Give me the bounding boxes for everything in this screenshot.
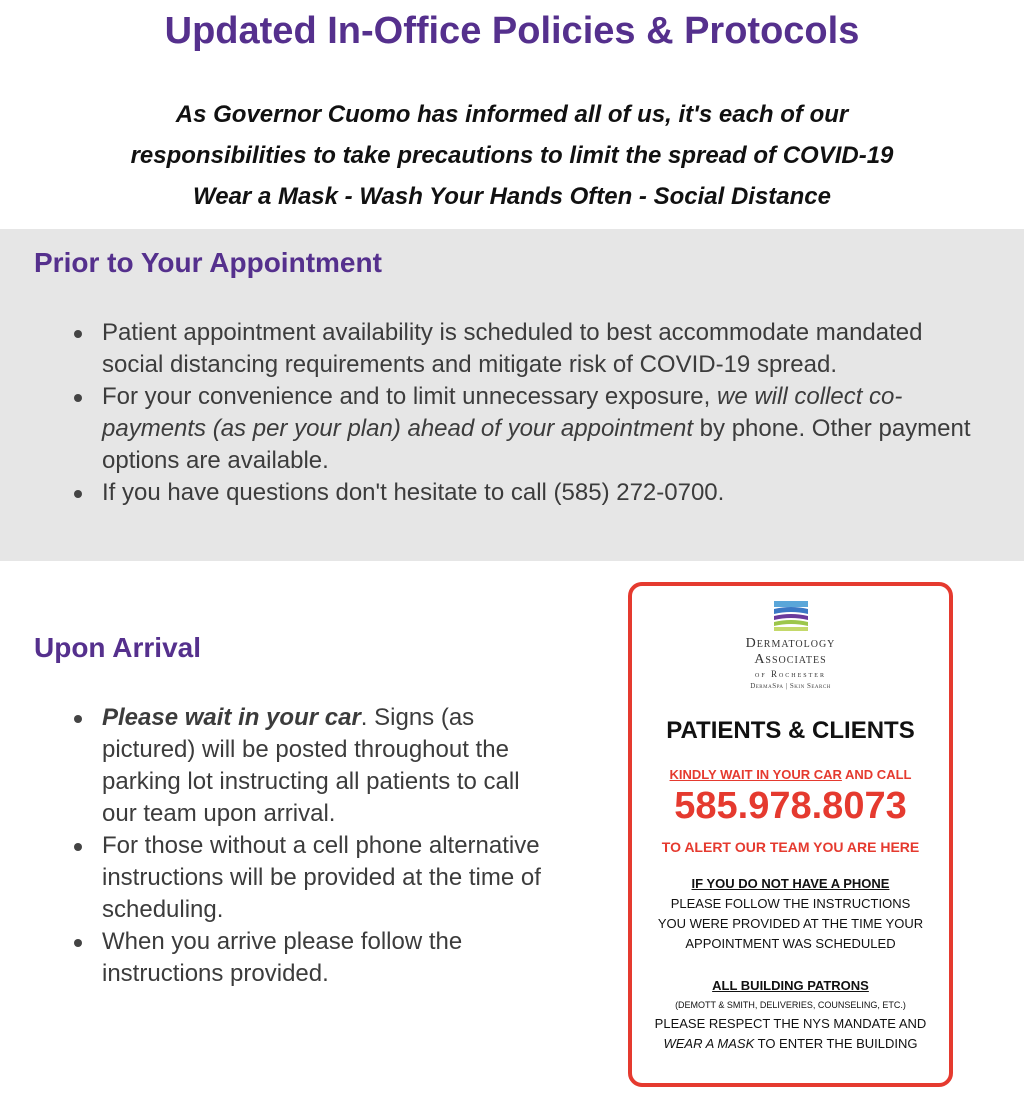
intro-line: Wear a Mask - Wash Your Hands Often - Social Distance — [193, 183, 831, 210]
prior-appointment-list — [34, 317, 984, 509]
list-item-text: by phone. Other payment options are available. — [102, 415, 971, 474]
bullet-icon — [74, 394, 82, 402]
building-patrons-block — [632, 976, 949, 1054]
no-phone-block — [632, 874, 949, 954]
wear-mask-emphasis: WEAR A MASK — [663, 1036, 755, 1051]
bullet-icon — [74, 490, 82, 498]
list-item — [34, 830, 554, 926]
patrons-heading: ALL BUILDING PATRONS — [712, 978, 869, 993]
page-title: Updated In-Office Policies & Protocols — [164, 10, 860, 52]
co-payment-note: we will collect co-payments (as per your plan) ahead of your appointment — [102, 383, 903, 442]
patrons-line-text: TO ENTER THE BUILDING — [754, 1036, 918, 1051]
intro-statement — [0, 94, 1024, 217]
prior-appointment-heading: Prior to Your Appointment — [34, 247, 382, 278]
list-item — [34, 702, 554, 830]
list-item — [34, 477, 984, 509]
list-item — [34, 317, 984, 381]
sign-instruction-text: AND CALL — [841, 767, 912, 782]
no-phone-heading: IF YOU DO NOT HAVE A PHONE — [691, 876, 890, 891]
logo-name-line1: Dermatology — [745, 636, 836, 651]
parking-lot-sign — [628, 582, 953, 1087]
list-item — [34, 381, 984, 477]
list-item-text: For those without a cell phone alternative instructions will be provided at the time of scheduling. — [102, 832, 541, 923]
logo-mark-icon — [773, 600, 809, 632]
logo-name-line2: Associates — [754, 652, 827, 667]
no-phone-line: APPOINTMENT WAS SCHEDULED — [685, 936, 896, 951]
list-item-text: Patient appointment availability is scheduled to best accommodate mandated social distancing requirements and mitigate risk of COVID-19 spread. — [102, 319, 923, 378]
bullet-icon — [74, 939, 82, 947]
list-item-text: . Signs (as pictured) will be posted throughout the parking lot instructing all patients to call our team upon arrival. — [102, 704, 520, 827]
bullet-icon — [74, 715, 82, 723]
upon-arrival-heading: Upon Arrival — [34, 632, 201, 663]
list-item — [34, 926, 554, 990]
list-item-text: For your convenience and to limit unnecessary exposure, — [102, 383, 717, 410]
list-item-text: If you have questions don't hesitate to call (585) 272-0700. — [102, 479, 725, 506]
sign-alert-text: TO ALERT OUR TEAM YOU ARE HERE — [661, 839, 920, 855]
bullet-icon — [74, 330, 82, 338]
logo-subbrands: DermaSpa | Skin Search — [750, 682, 831, 690]
intro-line: As Governor Cuomo has informed all of us, it's each of our — [175, 101, 849, 128]
patrons-line — [632, 1034, 949, 1054]
no-phone-line: PLEASE FOLLOW THE INSTRUCTIONS — [670, 896, 911, 911]
wait-in-car-note: Please wait in your car — [102, 704, 361, 731]
patrons-line: PLEASE RESPECT THE NYS MANDATE AND — [654, 1016, 927, 1031]
upon-arrival-list — [34, 702, 554, 990]
list-item-text: When you arrive please follow the instructions provided. — [102, 928, 463, 987]
sign-instruction-emphasis: KINDLY WAIT IN YOUR CAR — [669, 767, 842, 782]
bullet-icon — [74, 843, 82, 851]
logo-name-line3: of Rochester — [755, 669, 826, 679]
no-phone-line: YOU WERE PROVIDED AT THE TIME YOUR — [657, 916, 924, 931]
sign-headline: PATIENTS & CLIENTS — [666, 717, 915, 744]
patrons-note: (DEMOTT & SMITH, DELIVERIES, COUNSELING, ETC.) — [675, 1000, 906, 1010]
intro-line: responsibilities to take precautions to limit the spread of COVID-19 — [130, 142, 894, 169]
practice-logo — [632, 600, 949, 692]
sign-phone-number: 585.978.8073 — [674, 785, 907, 827]
